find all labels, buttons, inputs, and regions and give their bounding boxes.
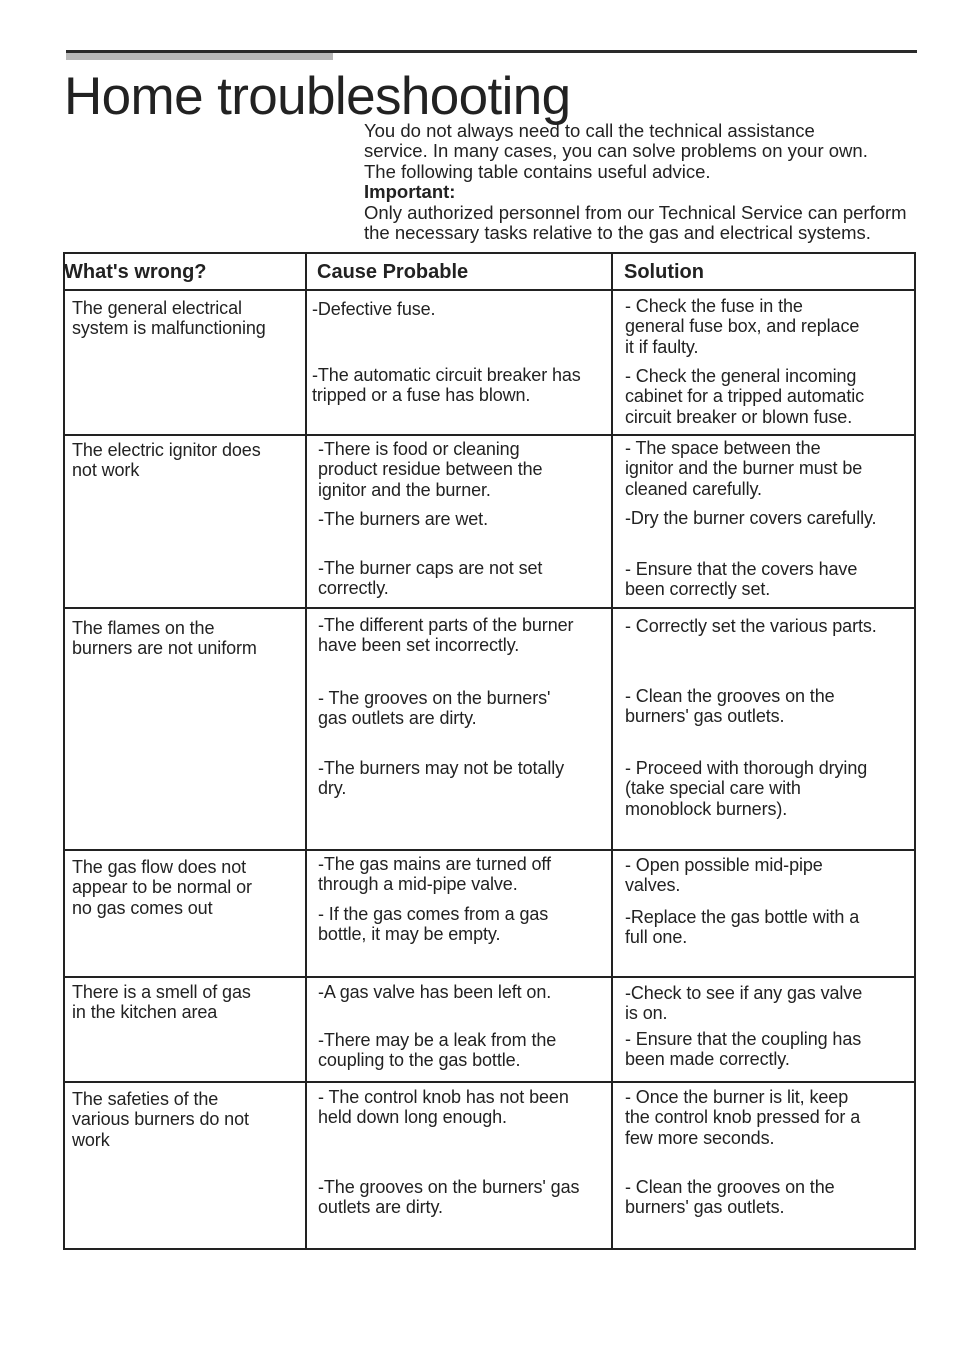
row-3-solution-2: - Clean the grooves on the burners' gas outlets. <box>625 686 835 727</box>
row-1-solution-2: - Check the general incoming cabinet for a tripped automatic circuit breaker or blown fuse. <box>625 366 865 427</box>
row-4-solution-2: -Replace the gas bottle with a full one. <box>625 907 860 948</box>
row-5-cause-2: -There may be a leak from the coupling to the gas bottle. <box>318 1030 557 1071</box>
row-6-problem: The safeties of the various burners do not work <box>72 1089 249 1150</box>
row-6-solution-1: - Once the burner is lit, keep the control knob pressed for a few more seconds. <box>625 1087 861 1148</box>
row-2-solution-1: - The space between the ignitor and the burner must be cleaned carefully. <box>625 438 863 499</box>
row-6-cause-1: - The control knob has not been held down long enough. <box>318 1087 569 1128</box>
row-5-problem: There is a smell of gas in the kitchen area <box>72 982 251 1023</box>
table-border <box>63 289 916 291</box>
row-4-cause-1: -The gas mains are turned off through a mid-pipe valve. <box>318 854 551 895</box>
row-3-problem: The flames on the burners are not uniform <box>72 618 257 659</box>
row-6-solution-2: - Clean the grooves on the burners' gas outlets. <box>625 1177 835 1218</box>
header-cause: Cause Probable <box>317 261 469 283</box>
row-3-cause-3: -The burners may not be totally dry. <box>318 758 565 799</box>
row-4-problem: The gas flow does not appear to be normal or no gas comes out <box>72 857 252 918</box>
row-3-solution-1: - Correctly set the various parts. <box>625 616 877 636</box>
table-border <box>63 1248 916 1250</box>
header-problem: What's wrong? <box>64 261 207 283</box>
table-border <box>63 1081 916 1083</box>
row-2-solution-2: -Dry the burner covers carefully. <box>625 508 877 528</box>
header-solution: Solution <box>624 261 704 283</box>
row-5-solution-1: -Check to see if any gas valve is on. <box>625 983 863 1024</box>
table-border <box>914 252 916 1250</box>
row-1-cause-2: -The automatic circuit breaker has tripped or a fuse has blown. <box>312 365 581 406</box>
important-text: Only authorized personnel from our Technical Service can perform the necessary tasks relative to the gas and electrical systems. <box>364 201 907 244</box>
row-1-cause-1: -Defective fuse. <box>312 299 436 319</box>
table-border <box>63 252 65 1250</box>
table-border <box>611 252 613 1250</box>
row-1-solution-1: - Check the fuse in the general fuse box, and replace it if faulty. <box>625 296 860 357</box>
page-title: Home troubleshooting <box>64 67 571 126</box>
row-3-cause-1: -The different parts of the burner have been set incorrectly. <box>318 615 574 656</box>
row-4-cause-2: - If the gas comes from a gas bottle, it may be empty. <box>318 904 549 945</box>
table-border <box>63 976 916 978</box>
row-2-cause-3: -The burner caps are not set correctly. <box>318 558 543 599</box>
row-3-cause-2: - The grooves on the burners' gas outlets are dirty. <box>318 688 551 729</box>
row-2-cause-2: -The burners are wet. <box>318 509 488 529</box>
intro-text: You do not always need to call the technical assistance service. In many cases, you can solve problems on your own. The following table contains useful advice. <box>364 120 868 182</box>
row-2-cause-1: -There is food or cleaning product residue between the ignitor and the burner. <box>318 439 543 500</box>
row-4-solution-1: - Open possible mid-pipe valves. <box>625 855 823 896</box>
table-border <box>305 252 307 1250</box>
row-2-solution-3: - Ensure that the covers have been correctly set. <box>625 559 858 600</box>
row-2-problem: The electric ignitor does not work <box>72 440 261 481</box>
table-border <box>63 607 916 609</box>
table-border <box>63 849 916 851</box>
row-6-cause-2: -The grooves on the burners' gas outlets are dirty. <box>318 1177 580 1218</box>
row-5-cause-1: -A gas valve has been left on. <box>318 982 552 1002</box>
table-border <box>63 252 916 254</box>
row-3-solution-3: - Proceed with thorough drying (take special care with monoblock burners). <box>625 758 868 819</box>
row-5-solution-2: - Ensure that the coupling has been made correctly. <box>625 1029 862 1070</box>
important-label: Important: <box>364 181 456 203</box>
table-border <box>63 434 916 436</box>
row-1-problem: The general electrical system is malfunctioning <box>72 298 266 339</box>
